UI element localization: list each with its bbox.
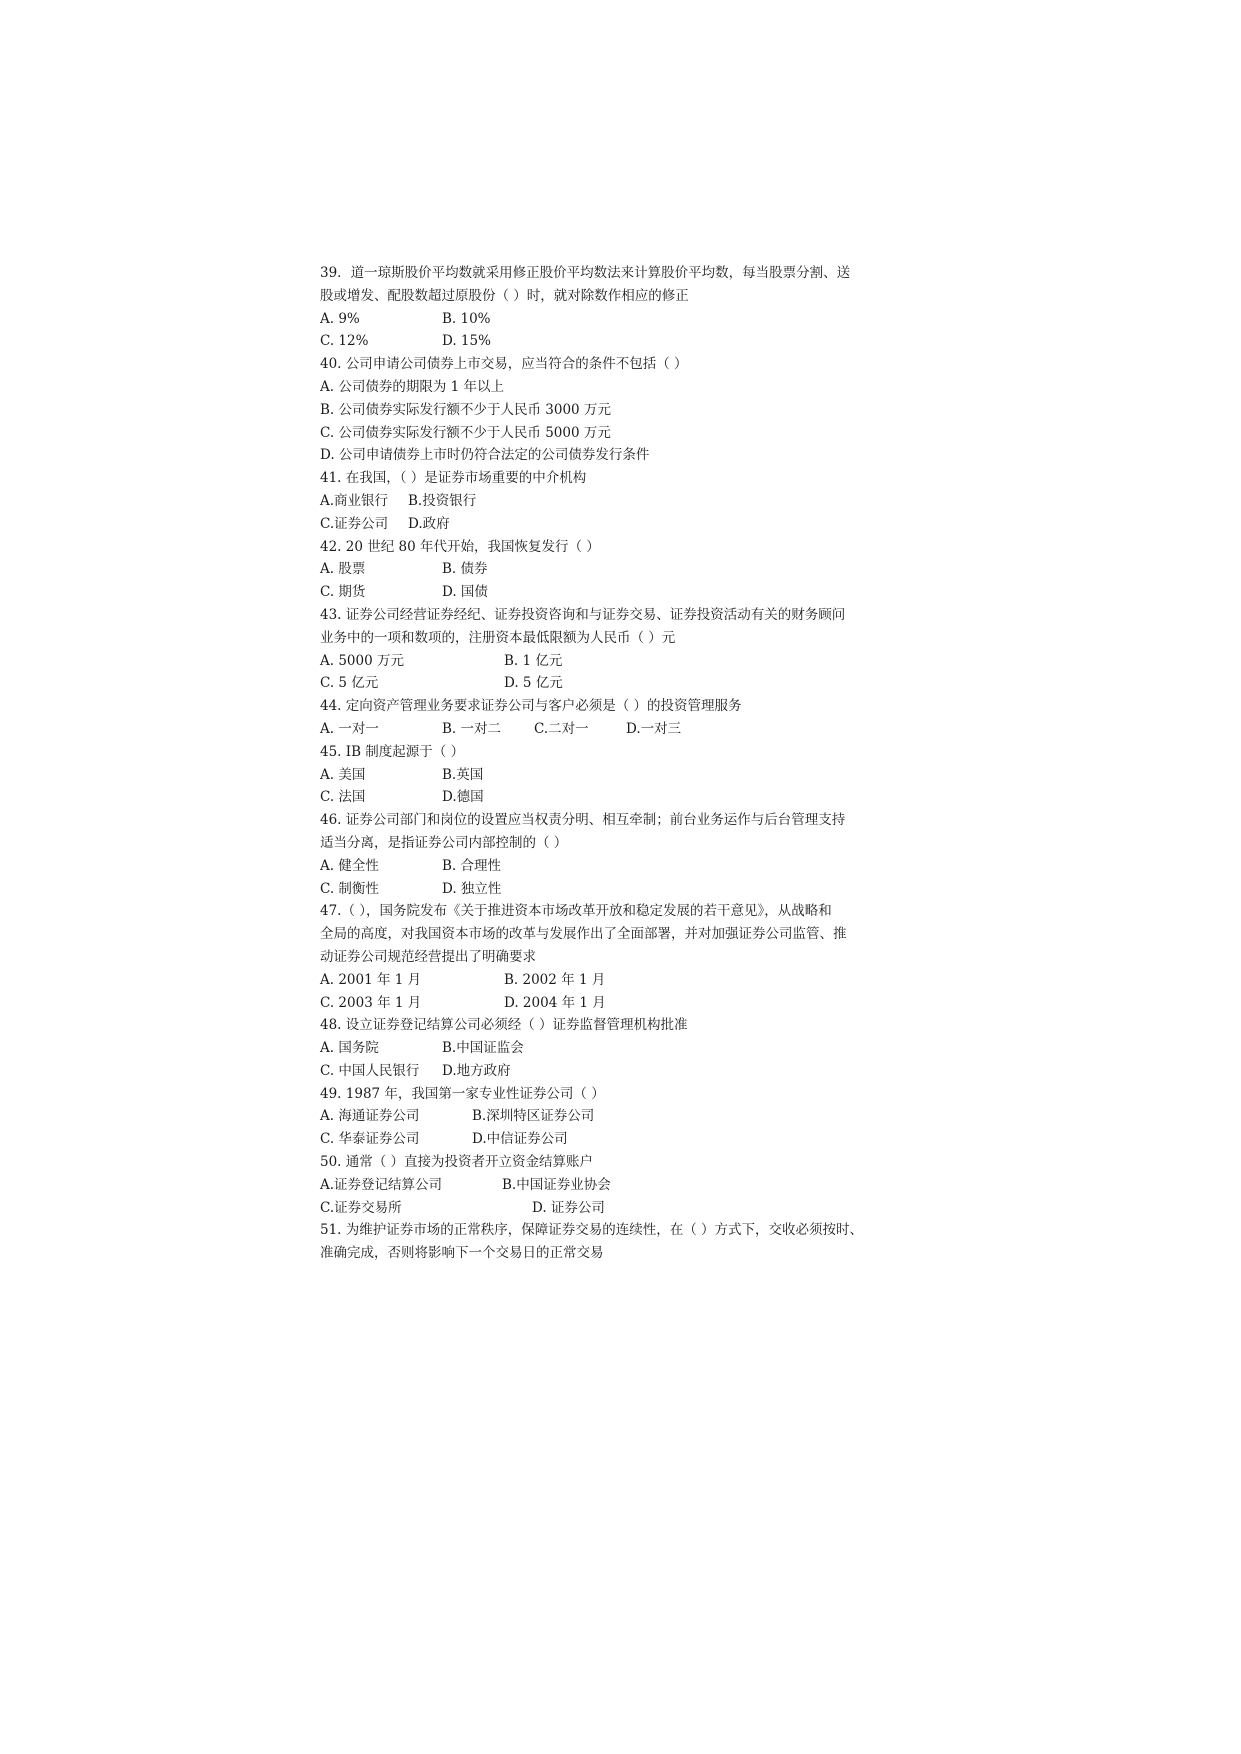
option-c: C. 制衡性 [320,880,379,897]
option-b: B.英国 [442,766,484,783]
option-b: B. 合理性 [442,857,502,874]
question-text: 全局的高度，对我国资本市场的改革与发展作出了全面部署，并对加强证券公司监管、推 [320,926,847,943]
option-d: D.地方政府 [442,1062,511,1079]
option-row [320,1105,920,1128]
option-b: B. 债券 [442,561,488,578]
option-c: C. 法国 [320,789,366,806]
option-c: C. 中国人民银行 [320,1062,420,1079]
option-d: D.政府 [408,515,450,532]
question-46 [320,809,920,900]
option-c: C.二对一 [534,720,589,737]
option-d: D.一对三 [626,720,682,737]
question-text: 51. 为维护证券市场的正常秩序，保障证券交易的连续性，在（ ）方式下，交收必须按时、 [320,1222,864,1239]
option-row [320,764,920,787]
question-44 [320,695,920,741]
option-d: D. 2004 年 1 月 [504,994,606,1011]
option-c: C.证券交易所 [320,1199,402,1216]
question-text: 44. 定向资产管理业务要求证券公司与客户必须是（ ）的投资管理服务 [320,698,742,715]
option-row [320,1060,920,1083]
option-a: A. 9% [320,310,360,327]
option-d: D.中信证券公司 [472,1131,568,1148]
option-a: A. 健全性 [320,857,379,874]
question-45 [320,741,920,809]
option-b: B.投资银行 [408,492,477,509]
option-b: B.深圳特区证券公司 [472,1108,595,1125]
option-row [320,558,920,581]
option-b: B. 2002 年 1 月 [504,971,606,988]
question-text: 46. 证券公司部门和岗位的设置应当权责分明、相互牵制；前台业务运作与后台管理支持 [320,812,846,829]
question-43 [320,604,920,695]
option-b: B. 一对二 [442,720,502,737]
option-b: B. 公司债券实际发行额不少于人民币 3000 万元 [320,401,611,418]
option-a: A. 一对一 [320,720,379,737]
option-row [320,308,920,331]
question-text: 49. 1987 年，我国第一家专业性证券公司（ ） [320,1085,605,1102]
option-row [320,992,920,1015]
option-row [320,650,920,673]
option-row [320,878,920,901]
option-a: A. 海通证券公司 [320,1108,420,1125]
question-49 [320,1083,920,1151]
option-c: C. 期货 [320,584,366,601]
question-39 [320,262,920,353]
question-text: 40. 公司申请公司债券上市交易，应当符合的条件不包括（ ） [320,356,688,373]
question-40 [320,353,920,467]
option-d: D. 独立性 [442,880,502,897]
option-row [320,718,920,741]
option-b: B. 1 亿元 [504,652,563,669]
question-41 [320,467,920,535]
option-a: A. 2001 年 1 月 [320,971,422,988]
question-text: 47.（ ），国务院发布《关于推进资本市场改革开放和稳定发展的若干意见》，从战略和 [320,903,832,920]
question-text: 股或增发、配股数超过原股份（ ）时，就对除数作相应的修正 [320,287,689,304]
option-row [320,581,920,604]
option-row [320,1174,920,1197]
option-d: D. 5 亿元 [504,675,563,692]
option-row [320,1037,920,1060]
question-text: 业务中的一项和数项的，注册资本最低限额为人民币（ ）元 [320,629,676,646]
option-c: C. 公司债券实际发行额不少于人民币 5000 万元 [320,424,611,441]
option-d: D. 15% [442,333,491,350]
question-text: 48. 设立证券登记结算公司必须经（ ）证券监督管理机构批准 [320,1017,688,1034]
option-a: A. 国务院 [320,1040,379,1057]
question-51 [320,1219,920,1265]
question-text: 动证券公司规范经营提出了明确要求 [320,948,536,965]
option-d: D. 公司申请债券上市时仍符合法定的公司债券发行条件 [320,447,650,464]
option-b: B. 10% [442,310,491,327]
question-42 [320,536,920,604]
question-text: 45. IB 制度起源于（ ） [320,743,465,760]
option-c: C. 5 亿元 [320,675,379,692]
option-a: A. 公司债券的期限为 1 年以上 [320,378,505,395]
option-a: A.证券登记结算公司 [320,1176,443,1193]
option-a: A. 股票 [320,561,366,578]
question-47 [320,900,920,1014]
option-c: C. 华泰证券公司 [320,1131,420,1148]
question-text: 准确完成，否则将影响下一个交易日的正常交易 [320,1245,604,1262]
option-row [320,1128,920,1151]
option-c: C.证券公司 [320,515,389,532]
question-text: 43. 证券公司经营证券经纪、证券投资咨询和与证券交易、证券投资活动有关的财务顾问 [320,606,846,623]
option-a: A.商业银行 [320,492,389,509]
exam-page [320,262,920,1265]
option-c: C. 12% [320,333,369,350]
option-d: D. 国债 [442,584,488,601]
question-text: 42. 20 世纪 80 年代开始，我国恢复发行（ ） [320,538,600,555]
option-row [320,1197,920,1220]
option-d: D.德国 [442,789,484,806]
question-text: 41. 在我国，（ ）是证券市场重要的中介机构 [320,470,587,487]
question-48 [320,1014,920,1082]
question-text: 39．道一琼斯股价平均数就采用修正股价平均数法来计算股价平均数，每当股票分割、送 [320,265,851,281]
option-row [320,969,920,992]
question-50 [320,1151,920,1219]
option-a: A. 美国 [320,766,366,783]
question-text: 50. 通常（ ）直接为投资者开立资金结算账户 [320,1154,594,1171]
option-b: B.中国证券业协会 [502,1176,611,1193]
option-row [320,513,920,536]
option-row [320,490,920,513]
option-c: C. 2003 年 1 月 [320,994,422,1011]
option-row [320,330,920,353]
option-row [320,672,920,695]
option-a: A. 5000 万元 [320,652,404,669]
option-row [320,786,920,809]
option-row [320,855,920,878]
option-d: D. 证券公司 [532,1199,605,1216]
question-text: 适当分离，是指证券公司内部控制的（ ） [320,834,568,851]
option-b: B.中国证监会 [442,1040,524,1057]
